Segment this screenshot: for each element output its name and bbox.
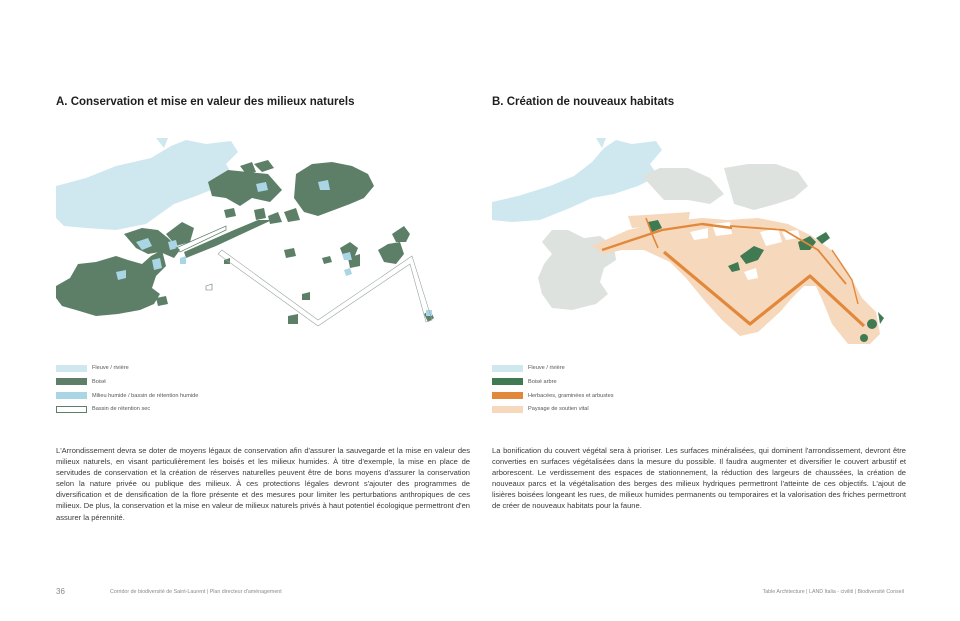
legend-swatch-milieu-humide — [56, 392, 87, 399]
section-a-title: A. Conservation et mise en valeur des milieux naturels — [56, 96, 355, 108]
legend-swatch-boise-arbre — [492, 378, 523, 385]
legend-a — [56, 362, 198, 417]
map-conservation — [56, 138, 470, 353]
section-b-title: B. Création de nouveaux habitats — [492, 96, 675, 108]
legend-swatch-boise — [56, 378, 87, 385]
legend-item-paysage-soutien: Paysage de soutien vital — [492, 403, 614, 415]
river — [492, 138, 662, 222]
legend-b — [492, 362, 614, 417]
legend-item-boise-arbre: Boisé arbre — [492, 376, 614, 388]
legend-item-boise: Boisé — [56, 376, 198, 388]
legend-swatch-bassin-sec — [56, 406, 87, 413]
footer-credits: Table Architecture | LAND Italia - civiliti | Biodiversité Conseil — [762, 589, 904, 595]
legend-item-fleuve: Fleuve / rivière — [56, 362, 198, 374]
legend-item-milieu-humide: Milieu humide / bassin de rétention humide — [56, 390, 198, 402]
legend-swatch-paysage-soutien — [492, 406, 523, 413]
legend-item-fleuve: Fleuve / rivière — [492, 362, 614, 374]
legend-swatch-fleuve — [492, 365, 523, 372]
map-habitats — [492, 138, 906, 353]
section-a-body: L'Arrondissement devra se doter de moyens légaux de conservation afin d'assurer la sauvegarde et la mise en valeur des milieux naturels, en visant particulièrement les boisés et les milieux humides. À titre d'exemple, la mise en place de servitudes de conservation et la création de réserves naturelles peuvent être de bons moyens d'assurer la conservation selon la nature privée ou publique des milieux. À ces protections légales devront s'ajouter des programmes de diversification et de densification de la flore présente et des mesures pour limiter les perturbations anthropiques de ces milieux. De plus, la conservation et la mise en valeur de milieux naturels privés à haut potentiel écologique permettront d'en assurer la pérennité. — [56, 446, 470, 522]
support-landscape — [592, 212, 880, 344]
legend-swatch-herbacees — [492, 392, 523, 399]
legend-swatch-fleuve — [56, 365, 87, 372]
section-b-body: La bonification du couvert végétal sera à prioriser. Les surfaces minéralisées, qui dominent l'arrondissement, devront être converties en surfaces végétalisées dans la mesure du possible. Il faudra augmenter et diversifier le couvert arbustif et arborescent. Le verdissement des espaces de stationnement, la réduction des largeurs de chaussées, la création de nouveaux parcs et la végétalisation des berges des milieux hydriques permettront l'atteinte de ces objectifs. L'ajout de lisières boisées longeant les rues, de milieux humides permanents ou temporaires et la valorisation des friches permettront de créer de nouveaux habitats pour la faune. — [492, 446, 906, 511]
page-number: 36 — [56, 587, 65, 596]
legend-item-herbacees: Herbacées, graminées et arbustes — [492, 390, 614, 402]
legend-item-bassin-sec: Bassin de rétention sec — [56, 403, 198, 415]
footer-document-title: Corridor de biodiversité de Saint-Laurent | Plan directeur d'aménagement — [110, 589, 282, 595]
